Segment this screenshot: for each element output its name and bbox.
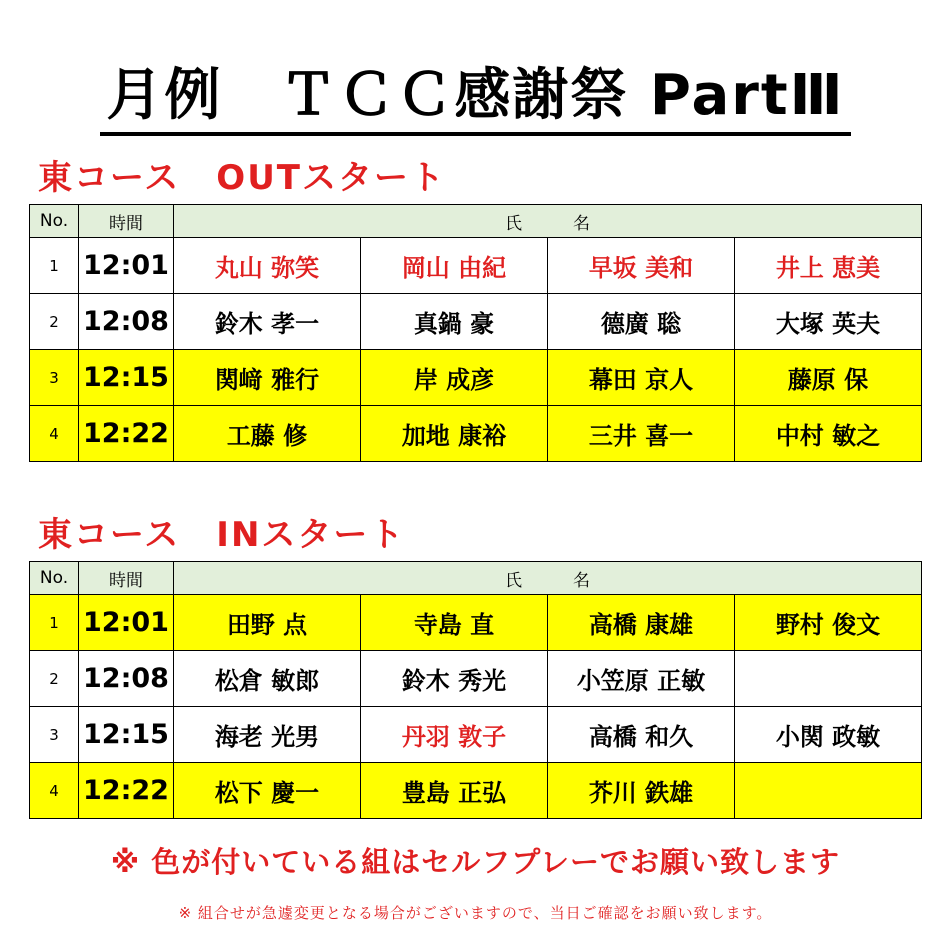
player-name: 芥川 鉄雄	[548, 763, 735, 819]
player-name: 松下 慶一	[174, 763, 361, 819]
player-name: 真鍋 豪	[361, 294, 548, 350]
tee-time: 12:01	[79, 595, 174, 651]
out-rows	[30, 238, 922, 462]
header-no: No.	[30, 205, 79, 238]
tee-time: 12:01	[79, 238, 174, 294]
player-name: 大塚 英夫	[735, 294, 922, 350]
player-name: 高橋 和久	[548, 707, 735, 763]
tee-time: 12:22	[79, 406, 174, 462]
player-name: 高橋 康雄	[548, 595, 735, 651]
header-name: 氏 名	[174, 562, 922, 595]
table-header-row	[30, 562, 922, 595]
group-number: 2	[30, 651, 79, 707]
player-name: 加地 康裕	[361, 406, 548, 462]
table-row	[30, 763, 922, 819]
player-name: 豊島 正弘	[361, 763, 548, 819]
header-time: 時間	[79, 205, 174, 238]
table-row	[30, 350, 922, 406]
group-number: 1	[30, 595, 79, 651]
page-title: 月例 ＴＣＣ感謝祭 PartⅢ	[100, 60, 850, 136]
header-name: 氏 名	[174, 205, 922, 238]
in-start-table	[29, 561, 922, 819]
player-name: 野村 俊文	[735, 595, 922, 651]
player-name: 德廣 聡	[548, 294, 735, 350]
group-number: 4	[30, 763, 79, 819]
tee-time: 12:15	[79, 707, 174, 763]
player-name: 岸 成彦	[361, 350, 548, 406]
player-name: 中村 敏之	[735, 406, 922, 462]
tee-time: 12:15	[79, 350, 174, 406]
table-row	[30, 406, 922, 462]
in-section-title: 東コース INスタート	[38, 515, 406, 555]
group-number: 3	[30, 350, 79, 406]
table-row	[30, 238, 922, 294]
player-name	[735, 763, 922, 819]
out-start-table	[29, 204, 922, 462]
header-time: 時間	[79, 562, 174, 595]
player-name: 工藤 修	[174, 406, 361, 462]
player-name: 丹羽 敦子	[361, 707, 548, 763]
player-name: 寺島 直	[361, 595, 548, 651]
player-name: 関﨑 雅行	[174, 350, 361, 406]
table-row	[30, 707, 922, 763]
player-name: 海老 光男	[174, 707, 361, 763]
player-name: 藤原 保	[735, 350, 922, 406]
player-name: 松倉 敏郎	[174, 651, 361, 707]
player-name: 田野 点	[174, 595, 361, 651]
table-row	[30, 595, 922, 651]
player-name: 早坂 美和	[548, 238, 735, 294]
player-name	[735, 651, 922, 707]
out-section-title: 東コース OUTスタート	[38, 158, 447, 198]
group-number: 3	[30, 707, 79, 763]
tee-time: 12:22	[79, 763, 174, 819]
player-name: 岡山 由紀	[361, 238, 548, 294]
table-header-row	[30, 205, 922, 238]
player-name: 鈴木 秀光	[361, 651, 548, 707]
player-name: 丸山 弥笑	[174, 238, 361, 294]
self-play-note: ※ 色が付いている組はセルフプレーでお願い致します	[110, 845, 841, 879]
header-no: No.	[30, 562, 79, 595]
group-number: 1	[30, 238, 79, 294]
group-number: 2	[30, 294, 79, 350]
player-name: 鈴木 孝一	[174, 294, 361, 350]
player-name: 三井 喜一	[548, 406, 735, 462]
player-name: 幕田 京人	[548, 350, 735, 406]
tee-time: 12:08	[79, 651, 174, 707]
tee-time: 12:08	[79, 294, 174, 350]
group-number: 4	[30, 406, 79, 462]
table-row	[30, 651, 922, 707]
in-rows	[30, 595, 922, 819]
table-row	[30, 294, 922, 350]
player-name: 井上 恵美	[735, 238, 922, 294]
player-name: 小関 政敏	[735, 707, 922, 763]
player-name: 小笠原 正敏	[548, 651, 735, 707]
change-note: ※ 組合せが急遽変更となる場合がございますので、当日ご確認をお願い致します。	[178, 904, 773, 922]
